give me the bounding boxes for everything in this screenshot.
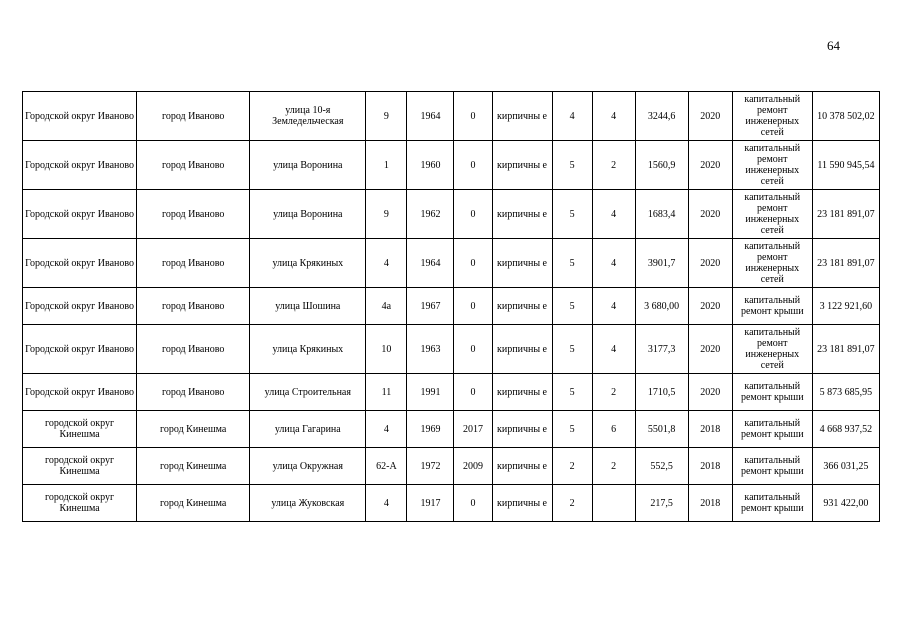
floors-cell: 5 — [552, 411, 592, 448]
material-cell: кирпичны е — [492, 141, 552, 190]
plan-year-cell: 2018 — [688, 411, 732, 448]
floors-cell: 5 — [552, 374, 592, 411]
year-overhaul-cell: 0 — [454, 239, 492, 288]
work-type-cell: капитальный ремонт крыши — [732, 374, 812, 411]
area-cell: 3901,7 — [635, 239, 688, 288]
city-cell: город Иваново — [137, 239, 250, 288]
floors-cell: 5 — [552, 141, 592, 190]
area-cell: 552,5 — [635, 448, 688, 485]
material-cell: кирпичны е — [492, 190, 552, 239]
work-type-cell: капитальный ремонт инженерных сетей — [732, 92, 812, 141]
housing-repair-table — [22, 91, 880, 522]
entrances-cell: 4 — [592, 92, 635, 141]
okrug-cell: городской округ Кинешма — [23, 485, 137, 522]
okrug-cell: городской округ Кинешма — [23, 411, 137, 448]
year-overhaul-cell: 0 — [454, 288, 492, 325]
entrances-cell: 2 — [592, 374, 635, 411]
table-row — [23, 325, 880, 374]
okrug-cell: Городской округ Иваново — [23, 92, 137, 141]
plan-year-cell: 2020 — [688, 374, 732, 411]
area-cell: 1710,5 — [635, 374, 688, 411]
street-cell: улица Крякиных — [250, 239, 366, 288]
floors-cell: 5 — [552, 325, 592, 374]
house-cell: 1 — [366, 141, 407, 190]
table-row — [23, 239, 880, 288]
house-cell: 9 — [366, 92, 407, 141]
plan-year-cell: 2020 — [688, 288, 732, 325]
entrances-cell: 2 — [592, 448, 635, 485]
floors-cell: 5 — [552, 239, 592, 288]
entrances-cell — [592, 485, 635, 522]
table-row — [23, 141, 880, 190]
floors-cell: 2 — [552, 485, 592, 522]
street-cell: улица 10-я Земледельческая — [250, 92, 366, 141]
material-cell: кирпичны е — [492, 288, 552, 325]
work-type-cell: капитальный ремонт крыши — [732, 288, 812, 325]
material-cell: кирпичны е — [492, 325, 552, 374]
cost-cell: 10 378 502,02 — [812, 92, 879, 141]
year-overhaul-cell: 0 — [454, 190, 492, 239]
area-cell: 1683,4 — [635, 190, 688, 239]
table-row — [23, 485, 880, 522]
year-built-cell: 1964 — [407, 239, 454, 288]
cost-cell: 4 668 937,52 — [812, 411, 879, 448]
year-overhaul-cell: 0 — [454, 92, 492, 141]
year-built-cell: 1964 — [407, 92, 454, 141]
year-built-cell: 1991 — [407, 374, 454, 411]
year-overhaul-cell: 0 — [454, 325, 492, 374]
entrances-cell: 4 — [592, 325, 635, 374]
street-cell: улица Крякиных — [250, 325, 366, 374]
cost-cell: 23 181 891,07 — [812, 239, 879, 288]
plan-year-cell: 2020 — [688, 190, 732, 239]
okrug-cell: Городской округ Иваново — [23, 325, 137, 374]
house-cell: 4 — [366, 411, 407, 448]
street-cell: улица Строительная — [250, 374, 366, 411]
plan-year-cell: 2018 — [688, 448, 732, 485]
material-cell: кирпичны е — [492, 239, 552, 288]
city-cell: город Кинешма — [137, 448, 250, 485]
house-cell: 9 — [366, 190, 407, 239]
work-type-cell: капитальный ремонт крыши — [732, 448, 812, 485]
okrug-cell: Городской округ Иваново — [23, 288, 137, 325]
year-built-cell: 1962 — [407, 190, 454, 239]
entrances-cell: 4 — [592, 190, 635, 239]
city-cell: город Иваново — [137, 92, 250, 141]
okrug-cell: Городской округ Иваново — [23, 190, 137, 239]
okrug-cell: Городской округ Иваново — [23, 141, 137, 190]
year-overhaul-cell: 2009 — [454, 448, 492, 485]
work-type-cell: капитальный ремонт инженерных сетей — [732, 141, 812, 190]
street-cell: улица Гагарина — [250, 411, 366, 448]
area-cell: 217,5 — [635, 485, 688, 522]
year-built-cell: 1963 — [407, 325, 454, 374]
plan-year-cell: 2020 — [688, 141, 732, 190]
year-built-cell: 1960 — [407, 141, 454, 190]
city-cell: город Кинешма — [137, 485, 250, 522]
work-type-cell: капитальный ремонт крыши — [732, 485, 812, 522]
material-cell: кирпичны е — [492, 411, 552, 448]
street-cell: улица Воронина — [250, 190, 366, 239]
year-overhaul-cell: 0 — [454, 485, 492, 522]
plan-year-cell: 2020 — [688, 92, 732, 141]
year-overhaul-cell: 2017 — [454, 411, 492, 448]
city-cell: город Кинешма — [137, 411, 250, 448]
city-cell: город Иваново — [137, 141, 250, 190]
work-type-cell: капитальный ремонт инженерных сетей — [732, 239, 812, 288]
city-cell: город Иваново — [137, 325, 250, 374]
material-cell: кирпичны е — [492, 374, 552, 411]
okrug-cell: Городской округ Иваново — [23, 239, 137, 288]
material-cell: кирпичны е — [492, 485, 552, 522]
table-row — [23, 92, 880, 141]
cost-cell: 23 181 891,07 — [812, 190, 879, 239]
entrances-cell: 4 — [592, 288, 635, 325]
house-cell: 11 — [366, 374, 407, 411]
street-cell: улица Окружная — [250, 448, 366, 485]
area-cell: 3 680,00 — [635, 288, 688, 325]
work-type-cell: капитальный ремонт инженерных сетей — [732, 190, 812, 239]
area-cell: 3244,6 — [635, 92, 688, 141]
entrances-cell: 2 — [592, 141, 635, 190]
year-overhaul-cell: 0 — [454, 141, 492, 190]
year-built-cell: 1969 — [407, 411, 454, 448]
area-cell: 1560,9 — [635, 141, 688, 190]
table-row — [23, 288, 880, 325]
work-type-cell: капитальный ремонт инженерных сетей — [732, 325, 812, 374]
city-cell: город Иваново — [137, 374, 250, 411]
house-cell: 4 — [366, 239, 407, 288]
cost-cell: 931 422,00 — [812, 485, 879, 522]
plan-year-cell: 2018 — [688, 485, 732, 522]
material-cell: кирпичны е — [492, 448, 552, 485]
table-row — [23, 448, 880, 485]
floors-cell: 4 — [552, 92, 592, 141]
page-number: 64 — [827, 38, 840, 53]
entrances-cell: 4 — [592, 239, 635, 288]
city-cell: город Иваново — [137, 190, 250, 239]
house-cell: 4 — [366, 485, 407, 522]
plan-year-cell: 2020 — [688, 325, 732, 374]
plan-year-cell: 2020 — [688, 239, 732, 288]
cost-cell: 11 590 945,54 — [812, 141, 879, 190]
okrug-cell: Городской округ Иваново — [23, 374, 137, 411]
floors-cell: 5 — [552, 288, 592, 325]
entrances-cell: 6 — [592, 411, 635, 448]
street-cell: улица Жуковская — [250, 485, 366, 522]
floors-cell: 2 — [552, 448, 592, 485]
okrug-cell: городской округ Кинешма — [23, 448, 137, 485]
house-cell: 10 — [366, 325, 407, 374]
area-cell: 3177,3 — [635, 325, 688, 374]
year-built-cell: 1967 — [407, 288, 454, 325]
cost-cell: 23 181 891,07 — [812, 325, 879, 374]
year-built-cell: 1972 — [407, 448, 454, 485]
year-overhaul-cell: 0 — [454, 374, 492, 411]
table-row — [23, 411, 880, 448]
city-cell: город Иваново — [137, 288, 250, 325]
street-cell: улица Шошина — [250, 288, 366, 325]
year-built-cell: 1917 — [407, 485, 454, 522]
work-type-cell: капитальный ремонт крыши — [732, 411, 812, 448]
table-row — [23, 190, 880, 239]
table-row — [23, 374, 880, 411]
area-cell: 5501,8 — [635, 411, 688, 448]
street-cell: улица Воронина — [250, 141, 366, 190]
cost-cell: 3 122 921,60 — [812, 288, 879, 325]
house-cell: 4а — [366, 288, 407, 325]
cost-cell: 5 873 685,95 — [812, 374, 879, 411]
house-cell: 62-А — [366, 448, 407, 485]
cost-cell: 366 031,25 — [812, 448, 879, 485]
material-cell: кирпичны е — [492, 92, 552, 141]
floors-cell: 5 — [552, 190, 592, 239]
